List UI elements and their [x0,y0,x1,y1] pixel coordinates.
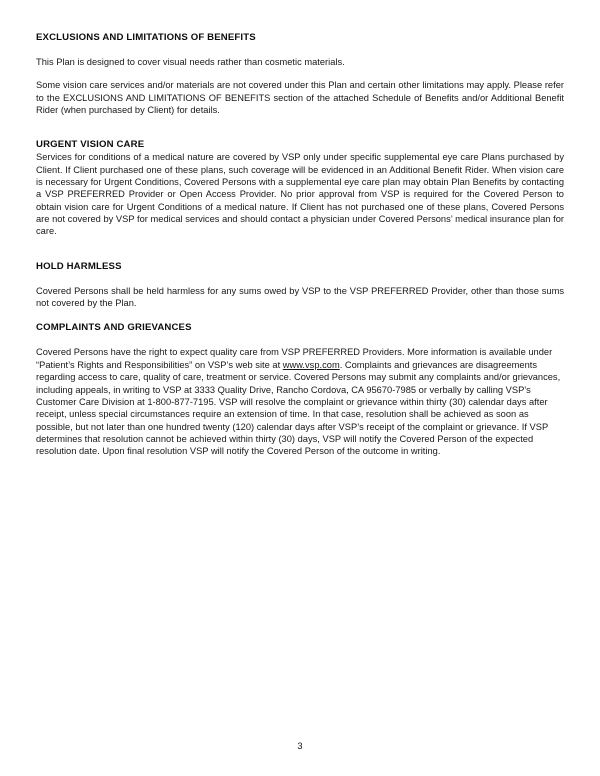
section-heading-exclusions-and-limitations: EXCLUSIONS AND LIMITATIONS OF BENEFITS [36,32,256,43]
paragraph-urgent-vision-care: Services for conditions of a medical nature are covered by VSP only under specific supplemental eye care Plans purchased by Client. If Client purchased one of these plans, such coverage will be evidenced in an Additional Benefit Rider. When vision care is necessary for Urgent Conditions, Covered Persons with a supplemental eye care plan may obtain Plan Benefits by contacting a VSP PREFERRED Provider or Open Access Provider. No prior approval from VSP is required for the Covered Person to obtain vision care for Urgent Conditions of a medical nature. If Client has not purchased one of these plans, Covered Persons are not covered by VSP for medical services and should contact a physician under Covered Persons’ medical insurance plan for care. [36,152,564,237]
spacer [36,334,564,346]
paragraph-plan-designed: This Plan is designed to cover visual needs rather than cosmetic materials. [36,57,345,67]
section-heading-complaints-and-grievances: COMPLAINTS AND GRIEVANCES [36,322,192,334]
paragraph-vision-care-services-not-covered: Some vision care services and/or materials are not covered under this Plan and certain other limitations may apply. Please refer to the EXCLUSIONS AND LIMITATIONS OF BENEFITS section of the attached Schedule of Benefits and/or Additional Benefit Rider (when purchased by Client) for details. [36,80,564,116]
section-heading-urgent-vision-care: URGENT VISION CARE [36,139,145,151]
spacer [36,238,564,261]
spacer [36,116,564,139]
paragraph-complaints-and-grievances [36,346,564,457]
paragraph-hold-harmless: Covered Persons shall be held harmless for any sums owed by VSP to the VSP PREFERRED Provider, other than those sums not covered by the Plan. [36,285,564,309]
page-number: 3 [297,741,303,751]
complaints-text-before-link: Covered Persons have the right to expect quality care from VSP PREFERRED Providers. More information is available under “Patient’s Rights and Responsibilities” on VSP’s web site at [36,347,553,370]
complaints-text-after-link: . Complaints and grievances are disagreements regarding access to care, quality of care, treatment or service. Covered Persons may submit any complaints and/or grievances, including appeals, in writing to VSP at 3333 Quality Drive, Rancho Cordova, CA 95670-7985 or verbally by calling VSP's Customer Care Division at 1-800-877-7195. VSP will resolve the complaint or grievance within thirty (30) calendar days after receipt, unless special circumstances require an extension of time. In that case, resolution shall be achieved as soon as possible, but not later than one hundred twenty (120) calendar days after VSP’s receipt of the complaint or grievance. If VSP determines that resolution cannot be achieved within thirty (30) days, VSP will notify the Covered Person of the expected resolution date. Upon final resolution VSP will notify the Covered Person of the outcome in writing. [36,359,561,457]
spacer [36,68,564,79]
document-body [36,32,564,458]
spacer [36,309,564,322]
vsp-website-link[interactable]: www.vsp.com [282,359,340,370]
section-heading-hold-harmless: HOLD HARMLESS [36,260,122,272]
spacer [36,273,564,285]
spacer [36,44,564,56]
